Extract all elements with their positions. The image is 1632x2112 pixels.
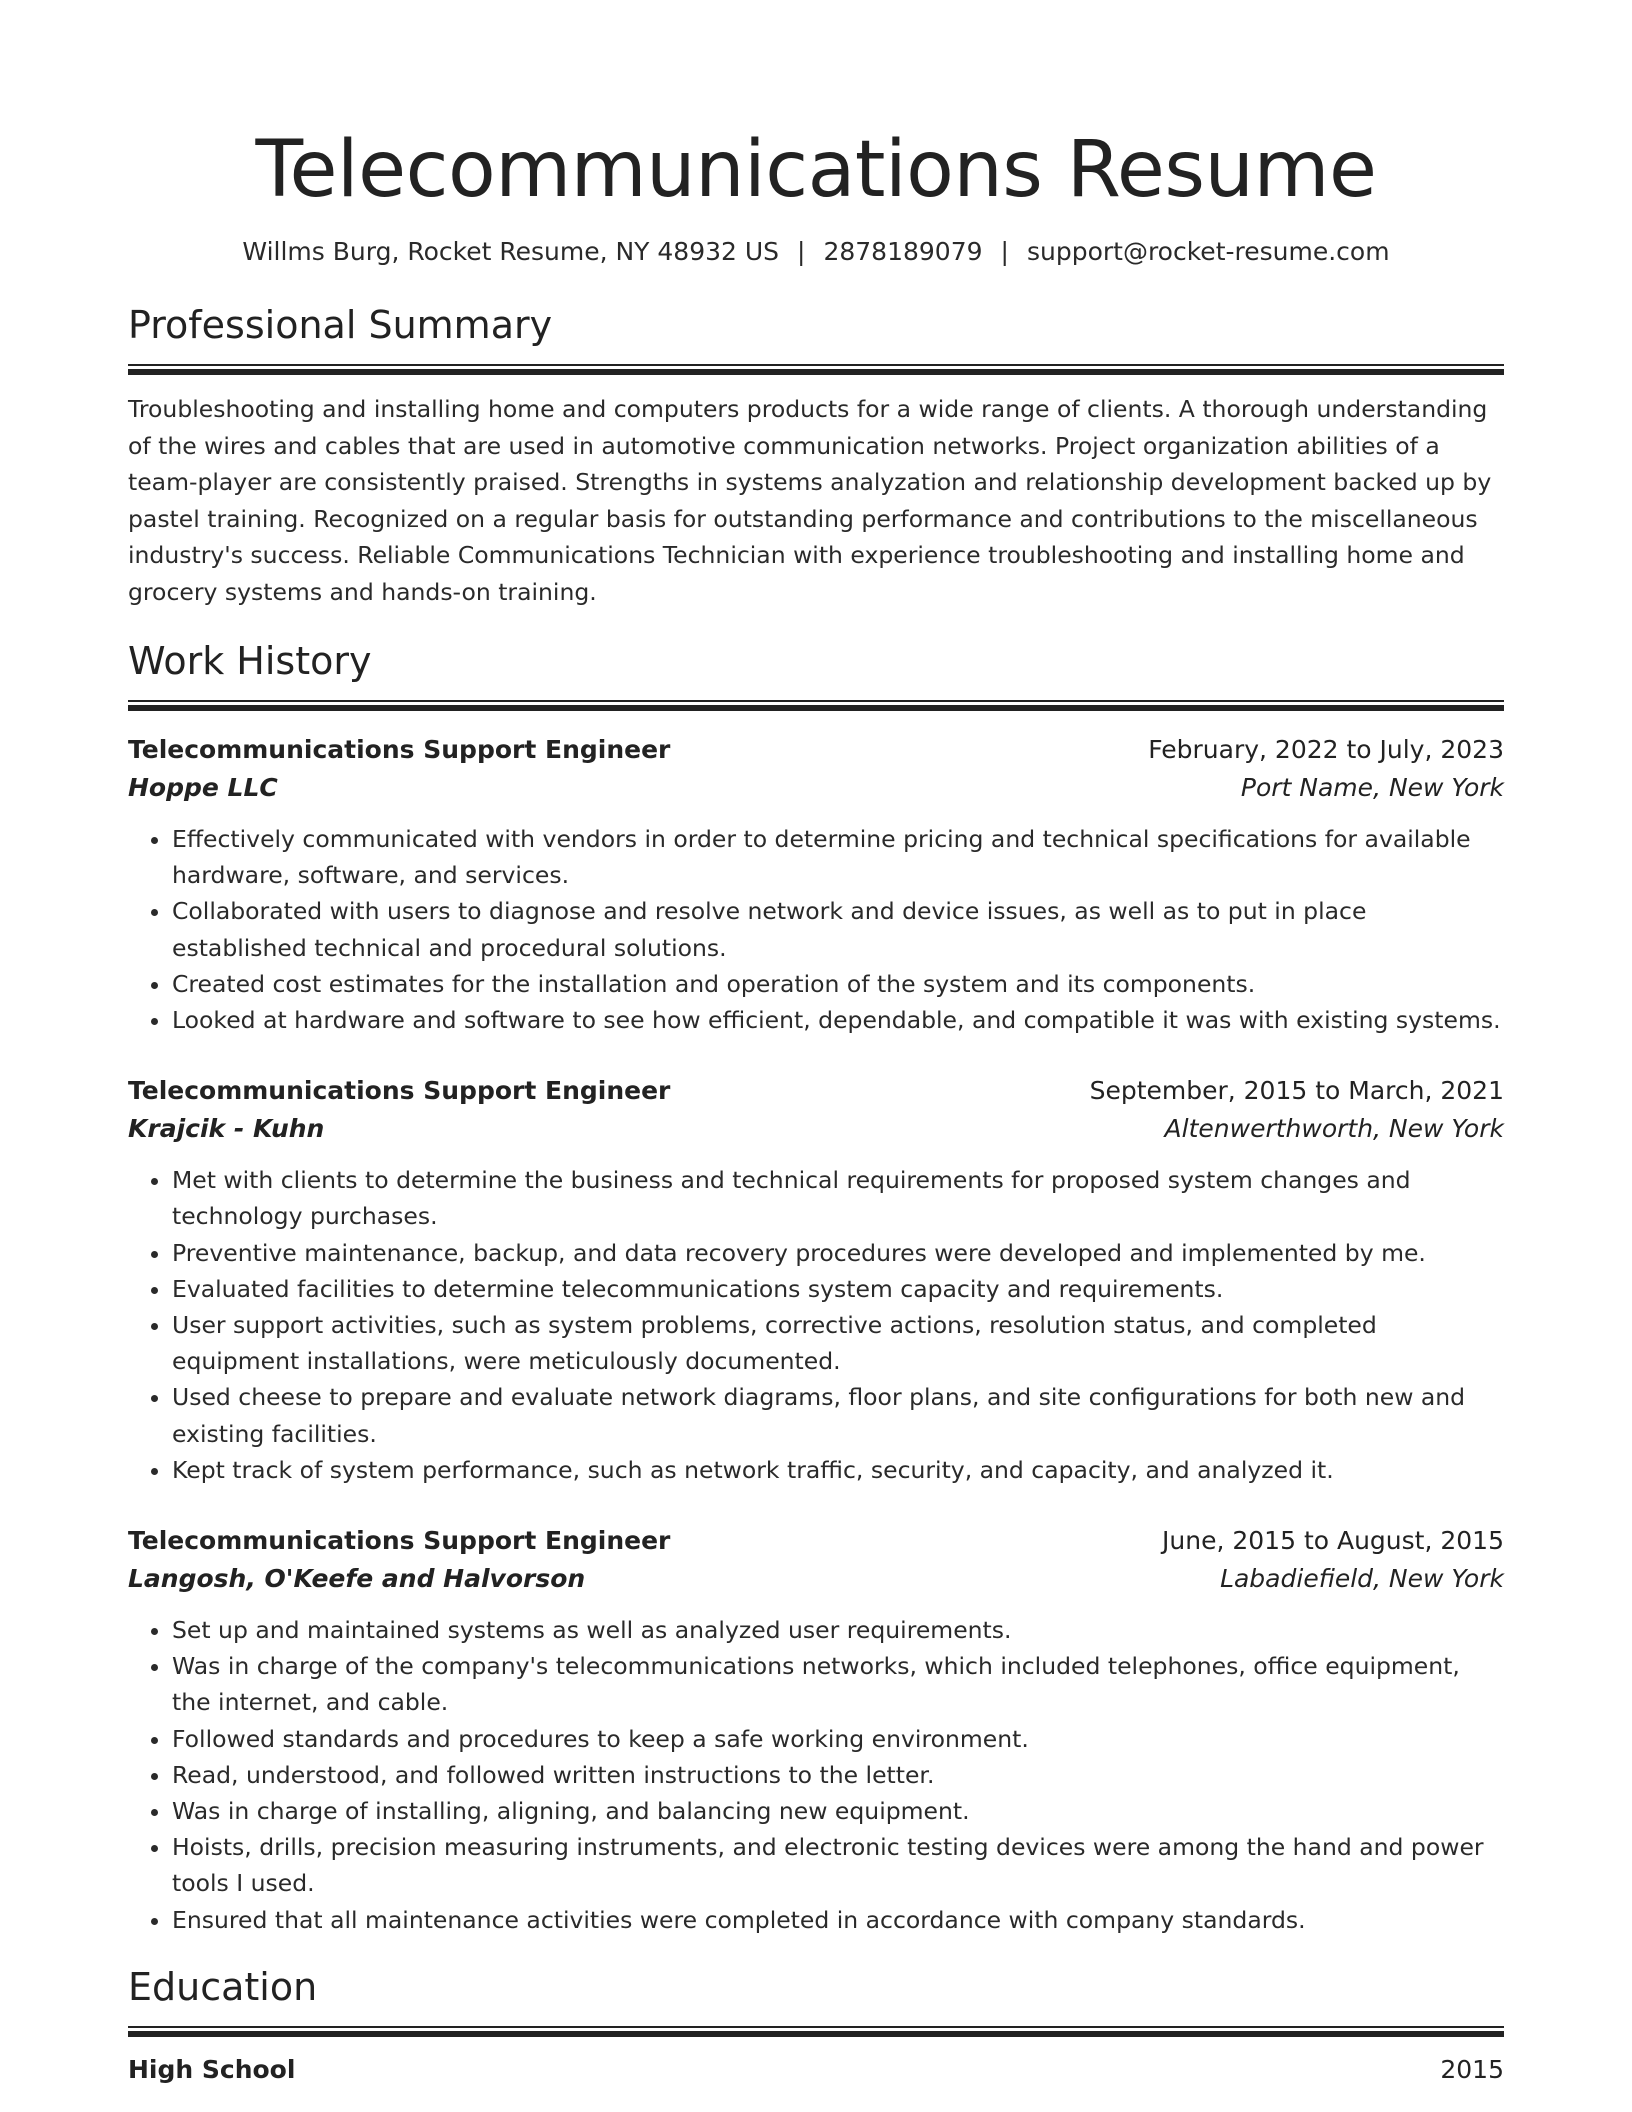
job-company: Krajcik - Kuhn [128,1114,325,1144]
summary-text: Troubleshooting and installing home and computers products for a wide range of clients. A thorough understanding of the wires and cables that are used in automotive communication networks. Project organization abilities of a team-player are consistently praised. Strengths in systems analyzation and relationship development backed up by pastel training. Recognized on a regular basis for outstanding performance and contributions to the miscellaneous industry's success. Reliable Communications Technician with experience troubleshooting and installing home and grocery systems and hands-on training. [128,395,1492,606]
job-bullet: • Preventive maintenance, backup, and data recovery procedures were developed and implemented by me. [172,1235,1504,1271]
job-bullet-list [128,1162,1504,1488]
job-title: Telecommunications Support Engineer [128,735,671,764]
contact-separator: | [797,237,806,266]
job-bullet: • Kept track of system performance, such as network traffic, security, and capacity, and analyzed it. [172,1452,1504,1488]
section-heading-summary: Professional Summary [128,303,553,347]
contact-email[interactable]: support@rocket-resume.com [1026,237,1390,266]
job-bullet: • Ensured that all maintenance activities were completed in accordance with company standards. [172,1902,1504,1938]
job-bullet: • Collaborated with users to diagnose and resolve network and device issues, as well as to put in place established technical and procedural solutions. [172,893,1504,965]
job-bullet: • Evaluated facilities to determine telecommunications system capacity and requirements. [172,1271,1504,1307]
job-dates: September, 2015 to March, 2021 [1089,1076,1504,1106]
section-divider [128,700,1504,711]
job-dates: June, 2015 to August, 2015 [1162,1526,1504,1556]
section-heading-education: Education [128,1964,318,2009]
job-dates: February, 2022 to July, 2023 [1148,735,1504,764]
job-company: Langosh, O'Keefe and Halvorson [128,1564,586,1594]
document-title: Telecommunications Resume [255,125,1377,215]
job-bullet: • Read, understood, and followed written instructions to the letter. [172,1757,1504,1793]
education-year: 2015 [1440,2054,1504,2084]
education-entry [128,2051,1504,2089]
job-bullet: • Was in charge of the company's telecommunications networks, which included telephones, office equipment, the internet, and cable. [172,1648,1504,1720]
job-bullet: • Followed standards and procedures to keep a safe working environment. [172,1721,1504,1757]
job-entry [128,1522,1504,1938]
professional-summary-section [128,300,1504,610]
job-bullet-list [128,1612,1504,1938]
job-location: Altenwerthworth, New York [1164,1114,1504,1144]
job-bullet: • Hoists, drills, precision measuring instruments, and electronic testing devices were among the hand and power tools I used. [172,1829,1504,1901]
section-heading-work: Work History [128,639,372,683]
job-entry [128,731,1504,1038]
job-bullet: • Created cost estimates for the installation and operation of the system and its components. [172,966,1504,1002]
job-company: Hoppe LLC [128,773,278,802]
job-bullet: • User support activities, such as system problems, corrective actions, resolution status, and completed equipment installations, were meticulously documented. [172,1307,1504,1379]
education-degree: High School [128,2054,296,2084]
job-entry [128,1072,1504,1488]
job-location: Port Name, New York [1240,773,1504,802]
contact-phone: 2878189079 [823,237,983,266]
education-section [128,1962,1504,2089]
job-title: Telecommunications Support Engineer [128,1076,671,1106]
job-location: Labadiefield, New York [1220,1564,1504,1594]
job-bullet: • Effectively communicated with vendors in order to determine pricing and technical specifications for available hardware, software, and services. [172,821,1504,893]
contact-address: Willms Burg, Rocket Resume, NY 48932 US [242,237,780,266]
section-divider [128,2026,1504,2037]
job-bullet: • Met with clients to determine the business and technical requirements for proposed system changes and technology purchases. [172,1162,1504,1234]
job-title: Telecommunications Support Engineer [128,1526,671,1556]
work-history-section [128,636,1504,1938]
job-bullet: • Was in charge of installing, aligning, and balancing new equipment. [172,1793,1504,1829]
job-bullet: • Looked at hardware and software to see how efficient, dependable, and compatible it was with existing systems. [172,1002,1504,1038]
job-bullet-list [128,821,1504,1038]
section-divider [128,364,1504,375]
contact-line [128,234,1504,270]
resume-page [128,0,1504,2089]
contact-separator: | [1000,237,1009,266]
job-bullet: • Used cheese to prepare and evaluate network diagrams, floor plans, and site configurations for both new and existing facilities. [172,1379,1504,1451]
job-bullet: • Set up and maintained systems as well as analyzed user requirements. [172,1612,1504,1648]
